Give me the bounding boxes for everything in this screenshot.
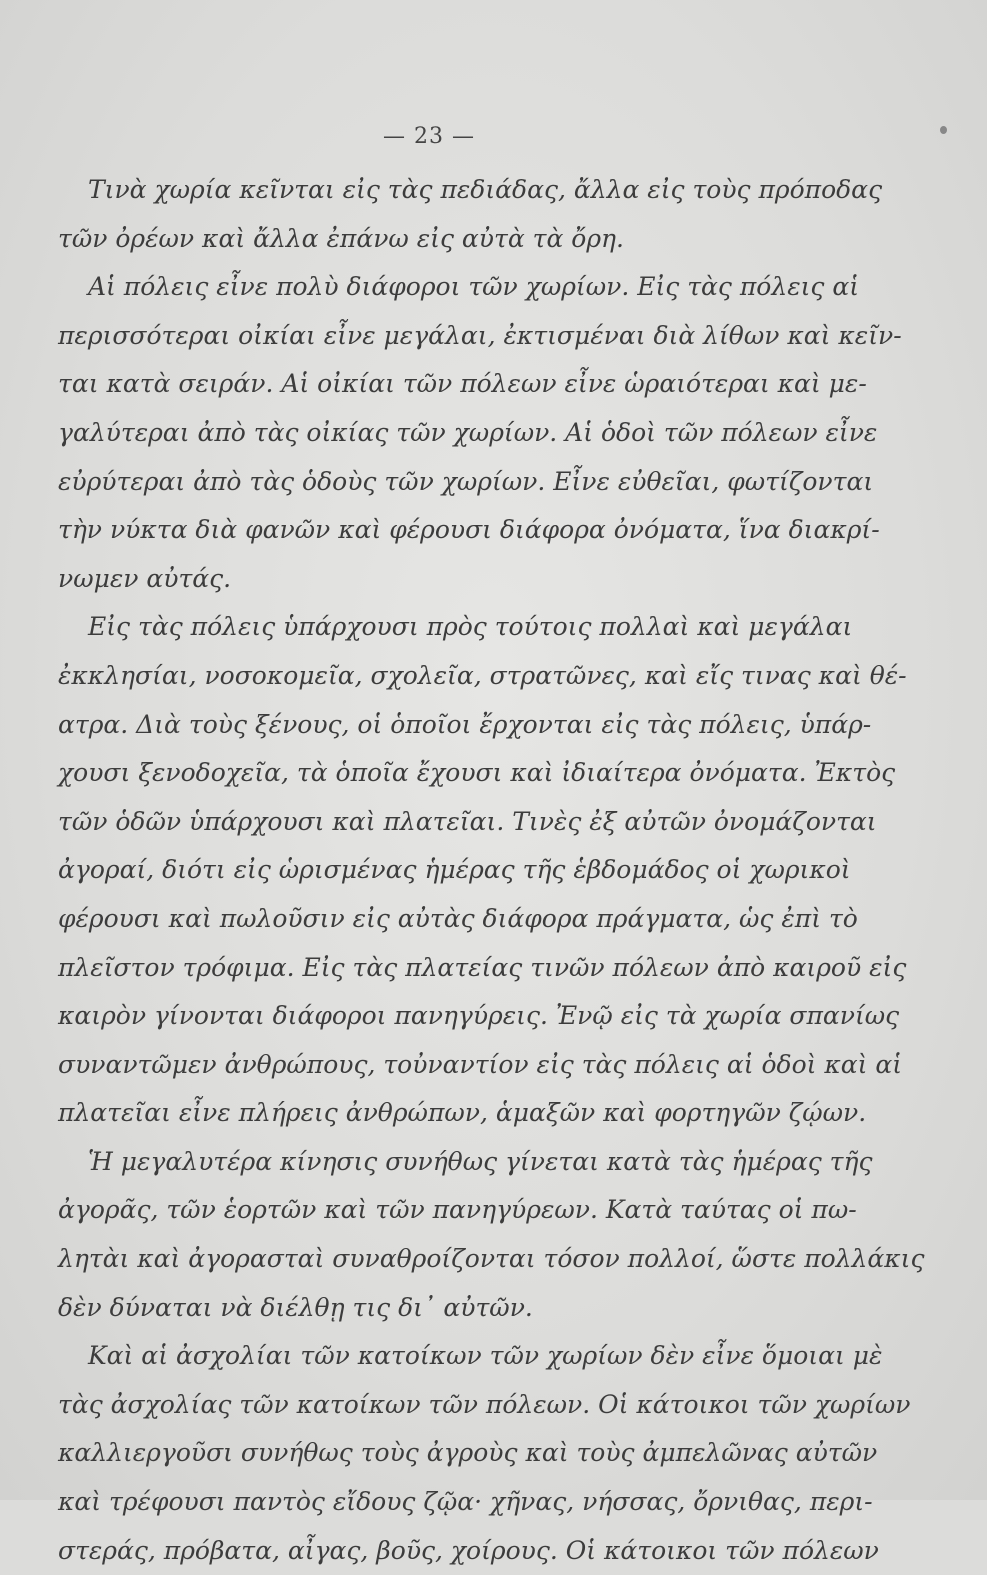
text-line: Αἱ πόλεις εἶνε πολὺ διάφοροι τῶν χωρίων. Εἰς τὰς πόλεις αἱ (88, 272, 860, 302)
text-line: ται κατὰ σειράν. Αἱ οἰκίαι τῶν πόλεων εἶνε ὡραιότεραι καὶ με- (58, 369, 867, 399)
text-line: χουσι ξενοδοχεῖα, τὰ ὁποῖα ἔχουσι καὶ ἰδιαίτερα ὀνόματα. Ἐκτὸς (58, 758, 896, 788)
text-line: τὰς ἀσχολίας τῶν κατοίκων τῶν πόλεων. Οἱ κάτοικοι τῶν χωρίων (58, 1389, 911, 1419)
text-line: ἀγορᾶς, τῶν ἑορτῶν καὶ τῶν πανηγύρεων. Κατὰ ταύτας οἱ πω- (58, 1195, 857, 1225)
ink-speck (940, 126, 947, 134)
text-line: πλατεῖαι εἶνε πλήρεις ἀνθρώπων, ἁμαξῶν καὶ φορτηγῶν ζῴων. (58, 1098, 867, 1128)
text-line: δὲν δύναται νὰ διέλθῃ τις δι᾽ αὐτῶν. (58, 1292, 533, 1322)
text-line: τῶν ὁδῶν ὑπάρχουσι καὶ πλατεῖαι. Τινὲς ἐξ αὐτῶν ὀνομάζονται (58, 806, 877, 836)
text-line: ἀγοραί, διότι εἰς ὡρισμένας ἡμέρας τῆς ἑβδομάδος οἱ χωρικοὶ (58, 855, 851, 885)
text-line: Καὶ αἱ ἀσχολίαι τῶν κατοίκων τῶν χωρίων δὲν εἶνε ὅμοιαι μὲ (88, 1341, 883, 1371)
text-line: νωμεν αὐτάς. (58, 563, 232, 593)
text-line: Εἰς τὰς πόλεις ὑπάρχουσι πρὸς τούτοις πολλαὶ καὶ μεγάλαι (88, 612, 853, 642)
text-line: καὶ τρέφουσι παντὸς εἴδους ζῷα· χῆνας, νήσσας, ὄρνιθας, περι- (58, 1487, 873, 1517)
text-line: καλλιεργοῦσι συνήθως τοὺς ἀγροὺς καὶ τοὺς ἀμπελῶνας αὐτῶν (58, 1438, 878, 1468)
text-line: λητὰι καὶ ἀγορασταὶ συναθροίζονται τόσον πολλοί, ὥστε πολλάκις (58, 1244, 925, 1274)
text-line: συναντῶμεν ἀνθρώπους, τοὐναντίον εἰς τὰς πόλεις αἱ ὁδοὶ καὶ αἱ (58, 1049, 903, 1079)
text-line: ἐκκλησίαι, νοσοκομεῖα, σχολεῖα, στρατῶνες, καὶ εἴς τινας καὶ θέ- (58, 660, 907, 690)
text-line: φέρουσι καὶ πωλοῦσιν εἰς αὐτὰς διάφορα πράγματα, ὡς ἐπὶ τὸ (58, 903, 858, 933)
page-number: — 23 — (383, 124, 475, 149)
text-line: τὴν νύκτα διὰ φανῶν καὶ φέρουσι διάφορα ὀνόματα, ἵνα διακρί- (58, 515, 880, 545)
text-line: γαλύτεραι ἀπὸ τὰς οἰκίας τῶν χωρίων. Αἱ ὁδοὶ τῶν πόλεων εἶνε (58, 417, 878, 447)
text-line: Ἡ μεγαλυτέρα κίνησις συνήθως γίνεται κατὰ τὰς ἡμέρας τῆς (88, 1146, 873, 1176)
text-line: περισσότεραι οἰκίαι εἶνε μεγάλαι, ἐκτισμέναι διὰ λίθων καὶ κεῖν- (58, 320, 902, 350)
text-line: πλεῖστον τρόφιμα. Εἰς τὰς πλατείας τινῶν πόλεων ἀπὸ καιροῦ εἰς (58, 952, 907, 982)
text-line: καιρὸν γίνονται διάφοροι πανηγύρεις. Ἐνῷ εἰς τὰ χωρία σπανίως (58, 1001, 900, 1031)
text-line: Τινὰ χωρία κεῖνται εἰς τὰς πεδιάδας, ἄλλα εἰς τοὺς πρόποδας (88, 175, 883, 204)
text-line: εὐρύτεραι ἀπὸ τὰς ὁδοὺς τῶν χωρίων. Εἶνε εὐθεῖαι, φωτίζονται (58, 466, 874, 496)
text-line: στεράς, πρόβατα, αἶγας, βοῦς, χοίρους. Οἱ κάτοικοι τῶν πόλεων (58, 1535, 879, 1565)
text-line: τῶν ὀρέων καὶ ἄλλα ἐπάνω εἰς αὐτὰ τὰ ὄρη. (58, 223, 624, 253)
body-text (58, 166, 925, 1575)
text-line: ατρα. Διὰ τοὺς ξένους, οἱ ὁποῖοι ἔρχονται εἰς τὰς πόλεις, ὑπάρ- (58, 709, 872, 739)
